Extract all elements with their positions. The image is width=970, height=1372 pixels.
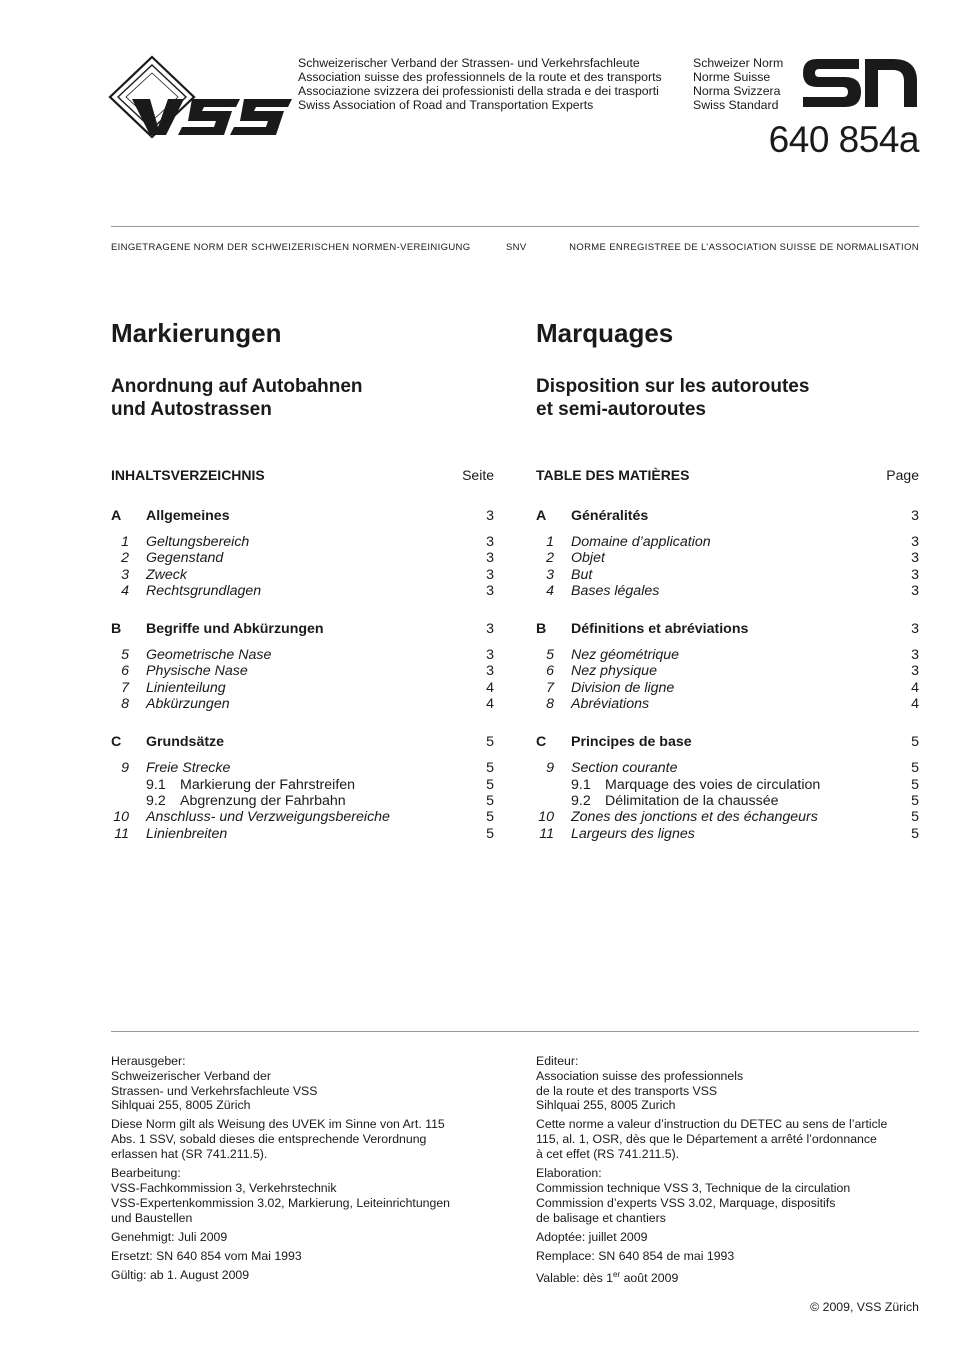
toc-entry-title: Zones des jonctions et des échangeurs [571, 809, 818, 826]
footer-de [111, 1054, 494, 1287]
editing-label-fr: Elaboration: [536, 1166, 602, 1181]
directive-line-de: Abs. 1 SSV, sobald dieses die entsprechende Verordnung [111, 1132, 427, 1147]
footer-fr [536, 1054, 919, 1290]
directive-de [111, 1117, 494, 1161]
toc-entry-fr [536, 760, 919, 776]
replaces-fr: Remplace: SN 640 854 de mai 1993 [536, 1248, 735, 1263]
toc-items-de [111, 534, 494, 599]
approved-fr: Adoptée: juillet 2009 [536, 1229, 648, 1244]
editing-line-de: VSS-Fachkommission 3, Verkehrstechnik [111, 1180, 337, 1195]
toc-section-key: A [536, 508, 547, 524]
publisher-de [111, 1054, 494, 1113]
toc-entry-title: Linienbreiten [146, 825, 228, 842]
toc-section-title: Principes de base [571, 734, 692, 751]
association-names [298, 56, 662, 112]
publisher-line-fr: de la route et des transports VSS [536, 1083, 718, 1098]
toc-entry-de [111, 550, 494, 566]
toc-entry-number: 8 [546, 696, 554, 713]
valid-fr [536, 1268, 919, 1286]
toc-entry-number: 4 [121, 582, 129, 599]
toc-entry-de [111, 534, 494, 550]
valid-fr-prefix: Valable: dès 1 [536, 1270, 614, 1285]
standard-label-fr: Norme Suisse [693, 70, 771, 84]
toc-entry-de [111, 826, 494, 842]
association-name-fr: Association suisse des professionnels de la route et des transports [298, 70, 662, 84]
registration-text-de: EINGETRAGENE NORM DER SCHWEIZERISCHEN NORMEN-VEREINIGUNG [111, 242, 471, 253]
title-de: Markierungen [111, 318, 282, 348]
toc-entry-title: Gegenstand [146, 550, 224, 567]
toc-section-fr [536, 621, 919, 641]
toc-title-de: INHALTSVERZEICHNIS [111, 467, 265, 483]
toc-entry-de [111, 567, 494, 583]
toc-entry-title: Abgrenzung der Fahrbahn [180, 792, 346, 809]
sn-logo [803, 57, 919, 109]
toc-section-fr [536, 734, 919, 754]
toc-entry-page: 3 [486, 647, 494, 664]
toc-entry-page: 4 [911, 679, 919, 696]
toc-entry-fr [536, 680, 919, 696]
directive-line-fr: 115, al. 1, OSR, dès que le Département a arrêté l’ordonnance [536, 1132, 877, 1147]
toc-entry-title: Section courante [571, 760, 678, 777]
toc-section-key: B [111, 621, 122, 638]
editing-line-fr: de balisage et chantiers [536, 1210, 666, 1225]
toc-page-label-de: Seite [462, 467, 494, 483]
toc-section-de [111, 508, 494, 528]
valid-de: Gültig: ab 1. August 2009 [111, 1267, 250, 1282]
toc-entry-number: 9.2 [571, 792, 591, 809]
toc-entry-number: 10 [113, 809, 129, 826]
toc-entry-title: Abréviations [571, 696, 650, 713]
toc-entry-number: 9 [121, 760, 129, 777]
french-column [536, 316, 919, 842]
toc-entry-page: 3 [911, 566, 919, 583]
editing-de [111, 1166, 494, 1225]
toc-entry-number: 8 [121, 696, 129, 713]
toc-entry-number: 10 [538, 809, 554, 826]
german-column [111, 316, 494, 842]
toc-entry-number: 6 [121, 663, 129, 680]
directive-line-fr: à cet effet (RS 741.211.5). [536, 1147, 680, 1162]
title-fr: Marquages [536, 318, 674, 348]
toc-entry-page: 3 [486, 566, 494, 583]
replaces-de: Ersetzt: SN 640 854 vom Mai 1993 [111, 1248, 302, 1263]
toc-entry-number: 9 [546, 760, 554, 777]
standard-label-it: Norma Svizzera [693, 84, 781, 98]
toc-entry-de [111, 647, 494, 663]
toc-entry-title: Marquage des voies de circulation [605, 776, 821, 793]
toc-entry-title: Freie Strecke [146, 760, 231, 777]
toc-entry-de [111, 777, 494, 793]
toc-entry-de [111, 809, 494, 825]
toc-entry-title: Linienteilung [146, 679, 226, 696]
toc-entry-page: 5 [486, 825, 494, 842]
publisher-fr [536, 1054, 919, 1113]
toc-section-page: 3 [911, 621, 919, 638]
toc-entry-number: 2 [546, 550, 554, 567]
toc-entry-title: Markierung der Fahrstreifen [180, 776, 356, 793]
toc-header-fr [536, 467, 919, 487]
toc-entry-fr [536, 777, 919, 793]
toc-entry-title: But [571, 566, 593, 583]
valid-fr-suffix: août 2009 [620, 1270, 679, 1285]
toc-page-label-fr: Page [886, 467, 919, 483]
publisher-line-de: Schweizerischer Verband der [111, 1068, 271, 1083]
toc-items-fr [536, 647, 919, 712]
editing-line-fr: Commission d’experts VSS 3.02, Marquage, dispositifs [536, 1195, 836, 1210]
editing-line-fr: Commission technique VSS 3, Technique de la circulation [536, 1180, 851, 1195]
toc-entry-number: 6 [546, 663, 554, 680]
toc-entry-page: 5 [911, 760, 919, 777]
toc-section-title: Allgemeines [146, 508, 230, 524]
toc-items-de [111, 760, 494, 841]
toc-entry-title: Zweck [146, 566, 187, 583]
toc-entry-title: Division de ligne [571, 679, 675, 696]
registration-snv: SNV [506, 242, 527, 253]
toc-section-title: Définitions et abréviations [571, 621, 749, 638]
toc-entry-de [111, 793, 494, 809]
toc-header-de [111, 467, 494, 487]
toc-entry-title: Anschluss- und Verzweigungsbereiche [146, 809, 390, 826]
toc-entry-page: 3 [911, 582, 919, 599]
toc-entry-number: 3 [546, 566, 554, 583]
standard-number: 640 854a [768, 119, 919, 160]
toc-entry-fr [536, 663, 919, 679]
toc-entry-title: Domaine d’application [571, 534, 711, 550]
toc-entry-number: 7 [121, 679, 129, 696]
toc-section-key: C [536, 734, 547, 751]
toc-entry-page: 3 [486, 582, 494, 599]
toc-entry-page: 5 [486, 760, 494, 777]
publisher-address-de: Sihlquai 255, 8005 Zürich [111, 1098, 251, 1113]
toc-entry-page: 3 [911, 663, 919, 680]
toc-entry-fr [536, 583, 919, 599]
footer-divider [111, 1031, 919, 1032]
publisher-label-fr: Editeur: [536, 1054, 579, 1068]
toc-entry-de [111, 663, 494, 679]
toc-entry-number: 11 [539, 825, 554, 842]
toc-section-de [111, 621, 494, 641]
association-name-it: Associazione svizzera dei professionisti della strada e dei trasporti [298, 84, 659, 98]
directive-line-fr: Cette norme a valeur d’instruction du DETEC au sens de l’article [536, 1117, 888, 1132]
toc-entry-fr [536, 809, 919, 825]
copyright: © 2009, VSS Zürich [810, 1300, 919, 1314]
editing-line-de: VSS-Expertenkommission 3.02, Markierung, Leiteinrichtungen [111, 1195, 451, 1210]
subtitle-fr-line1: Disposition sur les autoroutes [536, 376, 810, 397]
standard-labels [693, 56, 783, 112]
toc-entry-page: 5 [911, 809, 919, 826]
toc-entry-title: Objet [571, 550, 605, 567]
toc-section-page: 5 [486, 734, 494, 751]
toc-items-fr [536, 534, 919, 599]
toc-section-de [111, 734, 494, 754]
toc-entry-fr [536, 647, 919, 663]
registration-text-fr: NORME ENREGISTREE DE L’ASSOCIATION SUISSE DE NORMALISATION [569, 242, 919, 253]
toc-entry-title: Délimitation de la chaussée [605, 792, 779, 809]
toc-fr [536, 508, 919, 842]
toc-entry-page: 5 [911, 825, 919, 842]
toc-de [111, 508, 494, 842]
toc-entry-number: 9.1 [146, 776, 166, 793]
toc-entry-page: 5 [911, 792, 919, 809]
toc-entry-page: 5 [486, 776, 494, 793]
registration-divider [111, 226, 919, 227]
toc-entry-fr [536, 567, 919, 583]
toc-entry-de [111, 760, 494, 776]
publisher-line-de: Strassen- und Verkehrsfachleute VSS [111, 1083, 318, 1098]
toc-entry-title: Rechtsgrundlagen [146, 582, 262, 599]
subtitle-de [111, 375, 494, 421]
toc-entry-page: 5 [911, 776, 919, 793]
toc-entry-number: 1 [121, 534, 129, 550]
toc-entry-page: 5 [486, 792, 494, 809]
toc-section-page: 3 [486, 621, 494, 638]
toc-entry-title: Nez géométrique [571, 647, 680, 664]
toc-entry-page: 3 [911, 647, 919, 664]
toc-section-key: A [111, 508, 122, 524]
toc-entry-de [111, 696, 494, 712]
toc-entry-number: 2 [121, 550, 129, 567]
toc-entry-fr [536, 793, 919, 809]
toc-entry-page: 4 [911, 696, 919, 713]
toc-entry-number: 5 [546, 647, 554, 664]
toc-entry-number: 9.2 [146, 792, 166, 809]
subtitle-fr-line2: et semi-autoroutes [536, 399, 706, 420]
toc-entry-title: Geometrische Nase [146, 647, 272, 664]
toc-entry-page: 3 [911, 550, 919, 567]
toc-entry-de [111, 680, 494, 696]
toc-entry-page: 4 [486, 679, 494, 696]
toc-entry-page: 3 [911, 534, 919, 550]
toc-section-page: 5 [911, 734, 919, 751]
subtitle-de-line2: und Autostrassen [111, 399, 272, 420]
toc-items-de [111, 647, 494, 712]
toc-entry-title: Nez physique [571, 663, 657, 680]
toc-entry-page: 4 [486, 696, 494, 713]
toc-section-page: 3 [486, 508, 494, 524]
toc-entry-title: Abkürzungen [146, 696, 230, 713]
toc-entry-page: 3 [486, 550, 494, 567]
toc-section-title: Begriffe und Abkürzungen [146, 621, 324, 638]
toc-entry-title: Physische Nase [146, 663, 248, 680]
subtitle-fr [536, 375, 919, 421]
publisher-label-de: Herausgeber: [111, 1054, 186, 1068]
toc-entry-fr [536, 826, 919, 842]
toc-entry-number: 11 [114, 825, 129, 842]
valid-fr-sup: er [613, 1269, 621, 1279]
association-name-en: Swiss Association of Road and Transportation Experts [298, 98, 594, 112]
toc-entry-page: 3 [486, 534, 494, 550]
toc-section-key: B [536, 621, 547, 638]
toc-entry-page: 5 [486, 809, 494, 826]
toc-entry-title: Bases légales [571, 582, 660, 599]
toc-entry-number: 9.1 [571, 776, 591, 793]
toc-title-fr: TABLE DES MATIÈRES [536, 467, 690, 483]
directive-fr [536, 1117, 919, 1161]
editing-fr [536, 1166, 919, 1225]
toc-entry-number: 5 [121, 647, 129, 664]
toc-entry-title: Largeurs des lignes [571, 825, 695, 842]
association-name-de: Schweizerischer Verband der Strassen- und Verkehrsfachleute [298, 56, 640, 70]
toc-entry-fr [536, 534, 919, 550]
directive-line-de: erlassen hat (SR 741.211.5). [111, 1147, 268, 1162]
toc-section-title: Grundsätze [146, 734, 225, 751]
vss-logo [108, 55, 294, 141]
subtitle-de-line1: Anordnung auf Autobahnen [111, 376, 363, 397]
toc-entry-fr [536, 696, 919, 712]
toc-entry-de [111, 583, 494, 599]
toc-section-key: C [111, 734, 122, 751]
publisher-address-fr: Sihlquai 255, 8005 Zurich [536, 1098, 676, 1113]
editing-line-de: und Baustellen [111, 1210, 193, 1225]
approved-de: Genehmigt: Juli 2009 [111, 1229, 228, 1244]
publisher-line-fr: Association suisse des professionnels [536, 1068, 744, 1083]
toc-entry-number: 1 [546, 534, 554, 550]
toc-entry-title: Geltungsbereich [146, 534, 250, 550]
toc-items-fr [536, 760, 919, 841]
toc-entry-fr [536, 550, 919, 566]
toc-entry-number: 4 [546, 582, 554, 599]
directive-line-de: Diese Norm gilt als Weisung des UVEK im Sinne von Art. 115 [111, 1117, 445, 1132]
editing-label-de: Bearbeitung: [111, 1166, 181, 1181]
toc-entry-number: 3 [121, 566, 129, 583]
toc-section-fr [536, 508, 919, 528]
toc-section-title: Généralités [571, 508, 649, 524]
standard-label-de: Schweizer Norm [693, 56, 784, 70]
toc-entry-page: 3 [486, 663, 494, 680]
toc-section-page: 3 [911, 508, 919, 524]
toc-entry-number: 7 [546, 679, 554, 696]
standard-label-en: Swiss Standard [693, 98, 779, 112]
